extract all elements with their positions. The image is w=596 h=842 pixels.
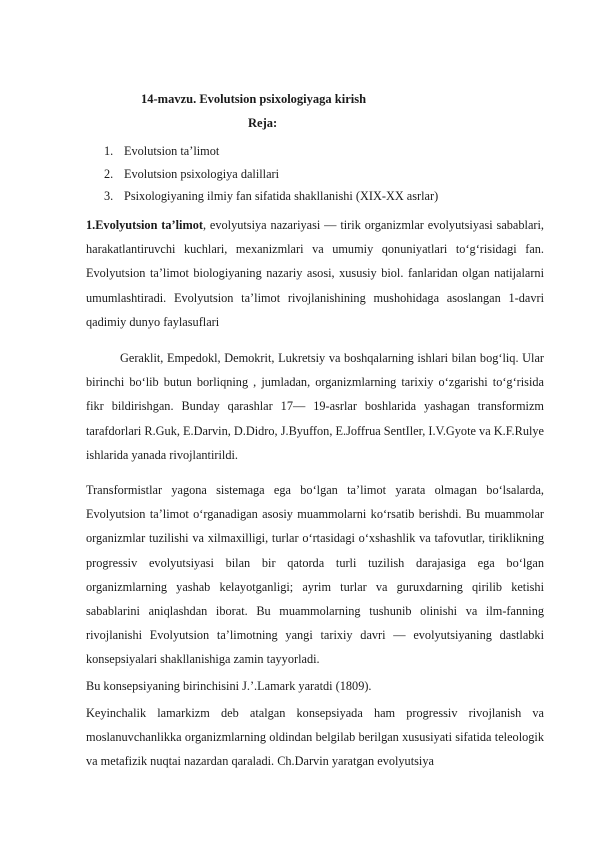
- plan-item: [104, 185, 438, 208]
- paragraph-3-text: Transformistlar yagona sistemaga ega bo‘lgan ta’limot yarata olmagan bo‘lsalarda, Evolyutsion ta’limot o‘rganadigan asosiy muammolarni ko‘rsatib berishdi. Bu muammolar organizmlar tuzilishi va xilmaxilligi, turlar o‘rtasidagi o‘xshashlik va tafovutlar, tiriklikning progressiv evolyutsiyasi bilan bir qatorda turli tuzilish darajasiga ega bo‘lgan organizmlarning yashab kelayotganligi; ayrim turlar va guruxdarning qirilib ketishi sabablarini aniqlashdan iborat. Bu muammolarning tushunib olinishi va ilm-fanning rivojlanishi Evolyutsion ta’limotning yangi tarixiy davri — evolyutsiyaning dastlabki konsepsiyalari shakllanishiga zamin tayyorladi.: [86, 483, 544, 667]
- plan-item-text: Evolutsion ta’limot: [124, 144, 220, 158]
- plan-item-number: 3.: [104, 189, 114, 203]
- plan-item-number: 2.: [104, 166, 114, 181]
- paragraph-5-text: Keyinchalik lamarkizm deb atalgan konsepsiyada ham progressiv rivojlanish va moslanuvchanlikka organizmlarning oldindan belgilab berilgan xususiyati sifatida teleologik va metafizik nuqtai nazardan qaraladi. Ch.Darvin yaratgan evolyutsiya: [86, 706, 544, 769]
- page-title: 14-mavzu. Evolutsion psixologiyaga kirish: [141, 92, 367, 106]
- paragraph-3: [86, 478, 544, 672]
- plan-list: [104, 140, 438, 208]
- plan-item: [104, 163, 438, 186]
- paragraph-2-text: Geraklit, Empedokl, Demokrit, Lukretsiy va boshqalarning ishlari bilan bog‘liq. Ular birinchi bo‘lib butun borliqning , jumladan, organizmlarning tarixiy o‘zgarishi to‘g‘risida fikr bildirishgan. Bunday qarashlar 17— 19-asrlar boshlarida yashagan transformizm tarafdorlari R.Guk, E.Darvin, D.Didro, J.Byuffon, E.Joffrua SentIler, I.V.Gyote va K.F.Rulye ishlarida yanada rivojlantirildi.: [86, 351, 544, 462]
- plan-item: [104, 140, 438, 163]
- plan-item-number: 1.: [104, 144, 114, 158]
- paragraph-4-text: Bu konsepsiyaning birinchisini J.’.Lamark yaratdi (1809).: [86, 679, 372, 693]
- section-heading: 1.Evolyutsion ta’limot: [86, 218, 203, 232]
- plan-heading: Reja:: [248, 116, 278, 130]
- paragraph-4: [86, 674, 544, 698]
- paragraph-2: [86, 346, 544, 467]
- paragraph-1-text: , evolyutsiya nazariyasi — tirik organizmlar evolyutsiyasi sabablari, harakatlantiruvchi kuchlari, mexanizmlari va umumiy qonuniyatlari to‘g‘risidagi fan. Evolyutsion ta’limot biologiyaning nazariy asosi, xususiy biol. fanlaridan olgan natijalarni umumlashtiradi. Evolyutsion ta’limot rivojlanishining mushohidaga asoslangan 1-davri qadimiy dunyo faylasuflari: [86, 218, 544, 329]
- paragraph-5: [86, 701, 544, 774]
- plan-item-text: Evolutsion psixologiya dalillari: [124, 166, 280, 181]
- plan-item-text: Psixologiyaning ilmiy fan sifatida shakllanishi (XIX-XX asrlar): [124, 189, 439, 203]
- paragraph-1: [86, 213, 544, 334]
